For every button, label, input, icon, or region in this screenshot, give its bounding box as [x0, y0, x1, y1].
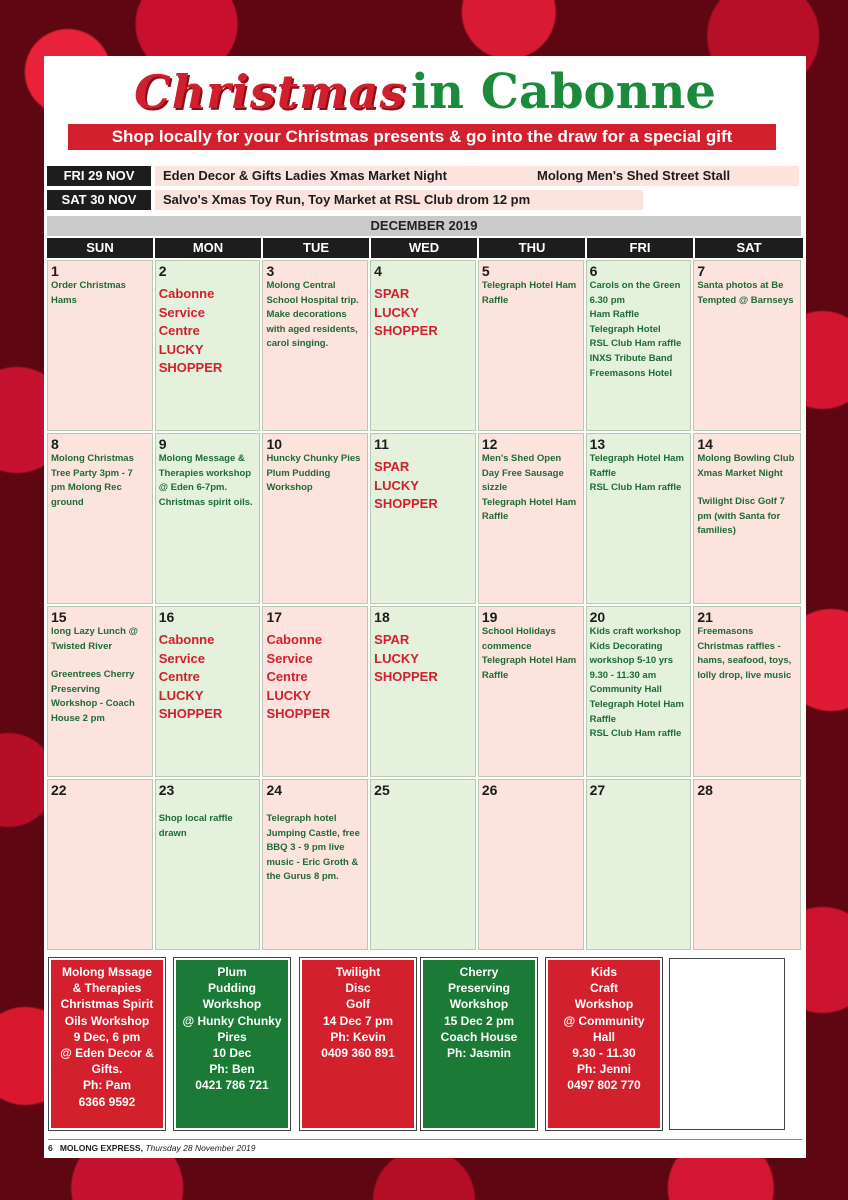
day-event: Molong Message & Therapies workshop @ Eden 6-7pm.: [158, 453, 252, 494]
advert-line: Gifts.: [91, 1062, 123, 1077]
lucky-line: Service: [266, 650, 313, 666]
advert-line: Christmas Spirit: [60, 997, 154, 1012]
advert-box: [300, 958, 416, 1130]
lucky-line: Cabonne: [158, 632, 215, 647]
day-event: RSL Club Ham raffle: [589, 728, 682, 740]
event-item: Eden Decor & Gifts Ladies Xmas Market Night: [155, 166, 533, 186]
day-event: Molong Christmas Tree Party 3pm - 7 pm Molong Rec ground: [51, 453, 134, 508]
lucky-line: Service: [158, 650, 205, 666]
lucky-line: LUCKY: [266, 687, 312, 703]
lucky-line: Centre: [158, 669, 200, 684]
lucky-line: SHOPPER: [374, 323, 438, 338]
day-event: Santa photos at Be Tempted @ Barnseys: [697, 280, 794, 306]
footer-page-number: 6: [48, 1143, 53, 1153]
advert-line: Hall: [592, 1029, 615, 1044]
event-item: Salvo's Xmas Toy Run, Toy Market at RSL Club drom 12 pm: [155, 190, 643, 210]
day-event: Men's Shed Open Day Free Sausage sizzle: [481, 453, 564, 494]
day-event: Telegraph hotel Jumping Castle, free BBQ 3 - 9 pm live music - Eric Groth & the Gurus 8 pm.: [266, 813, 360, 883]
day-event: Greentrees Cherry Preserving Workshop - Coach House 2 pm: [51, 669, 135, 724]
day-event: Carols on the Green 6.30 pm: [589, 280, 681, 306]
lucky-line: LUCKY: [374, 477, 419, 493]
day-event: Christmas spirit oils.: [158, 496, 253, 508]
lucky-line: SHOPPER: [374, 669, 438, 684]
day-event: long Lazy Lunch @ Twisted River: [51, 626, 138, 652]
day-cell-13: [586, 433, 692, 604]
day-cell-25: [370, 779, 476, 950]
day-event: Twilight Disc Golf 7 pm (with Santa for families): [697, 496, 785, 537]
advert-line: Oils Workshop: [64, 1013, 150, 1028]
day-event: Order Christmas Hams: [51, 280, 126, 306]
advert-line: 0497 802 770: [567, 1078, 641, 1093]
day-cell-20: [586, 606, 692, 777]
lucky-line: SHOPPER: [158, 360, 223, 375]
day-cell-19: [478, 606, 584, 777]
day-cell-18: [370, 606, 476, 777]
lucky-line: SPAR: [374, 286, 410, 301]
lucky-shopper-label: [266, 631, 364, 724]
day-number: 23: [158, 782, 175, 798]
day-cell-15: [47, 606, 153, 777]
day-number: 10: [266, 436, 283, 452]
day-event: [51, 654, 149, 668]
page-footer: [48, 1139, 802, 1153]
advert-line: Ph: Pam: [82, 1078, 131, 1093]
weekday-tue: TUE: [263, 238, 369, 258]
weekday-mon: MON: [155, 238, 261, 258]
day-event: [266, 798, 364, 812]
calendar-weeks: [47, 260, 801, 950]
lucky-line: LUCKY: [158, 687, 204, 703]
advert-box: [49, 958, 165, 1130]
advert-line: Ph: Kevin: [330, 1029, 386, 1044]
day-number: 1: [51, 263, 59, 279]
day-event: INXS Tribute Band: [589, 352, 673, 364]
day-cell-22: [47, 779, 153, 950]
lucky-line: Cabonne: [266, 632, 323, 647]
day-event: Shop local raffle drawn: [158, 813, 233, 839]
advert-line: 9.30 - 11.30: [572, 1046, 636, 1061]
advert-line: Twilight: [335, 965, 381, 979]
advert-line: 0421 786 721: [195, 1078, 269, 1093]
advert-line: Pudding: [208, 981, 256, 996]
day-event: [159, 798, 257, 812]
day-number: 2: [158, 263, 167, 279]
day-cell-7: [693, 260, 801, 431]
day-number: 18: [374, 609, 390, 625]
day-number: 4: [374, 263, 382, 279]
weekday-header-row: [47, 238, 801, 258]
advert-line: 14 Dec 7 pm: [322, 1013, 394, 1028]
day-event: Telegraph Hotel Ham Raffle: [589, 453, 684, 479]
day-event: Molong Central School Hospital trip. Make decorations with aged residents, carol singing.: [266, 280, 359, 350]
day-number: 15: [51, 609, 67, 625]
weekday-fri: FRI: [587, 238, 693, 258]
day-cell-21: [693, 606, 801, 777]
day-cell-14: [693, 433, 801, 604]
day-number: 13: [589, 436, 606, 452]
lucky-shopper-label: [159, 285, 257, 378]
footer-paper-name: MOLONG EXPRESS,: [59, 1143, 143, 1153]
lucky-line: Centre: [158, 323, 200, 338]
day-number: 5: [481, 263, 490, 279]
day-event: Telegraph Hotel Ham Raffle: [481, 655, 577, 681]
day-cell-16: [155, 606, 261, 777]
day-number: 17: [266, 609, 283, 625]
day-event: Huncky Chunky Pies Plum Pudding Workshop: [266, 453, 361, 494]
day-number: 8: [51, 436, 59, 452]
advert-line: @ Community: [563, 1013, 645, 1028]
weekday-sun: SUN: [47, 238, 153, 258]
lucky-line: LUCKY: [374, 304, 419, 320]
day-cell-17: [262, 606, 368, 777]
day-cell-23: [155, 779, 261, 950]
lucky-line: SPAR: [374, 632, 410, 647]
lucky-shopper-label: [374, 458, 472, 514]
day-number: 26: [481, 782, 498, 798]
lucky-line: SHOPPER: [158, 706, 223, 721]
day-cell-1: [47, 260, 153, 431]
day-event: Telegraph Hotel Ham Raffle: [589, 698, 684, 725]
day-event: [697, 481, 797, 495]
advert-line: Cherry: [459, 965, 499, 979]
lucky-line: Centre: [266, 669, 308, 684]
advert-line: Workshop: [449, 997, 509, 1012]
calendar-week: [47, 433, 801, 604]
advert-line: 6366 9592: [78, 1094, 136, 1109]
lucky-shopper-label: [374, 285, 472, 341]
lucky-shopper-label: [374, 631, 472, 687]
day-cell-12: [478, 433, 584, 604]
advert-line: 10 Dec: [212, 1046, 252, 1061]
advert-line: Craft: [589, 981, 618, 996]
day-cell-8: [47, 433, 153, 604]
day-event: Molong Bowling Club Xmas Market Night: [697, 453, 795, 479]
advert-line: Disc: [345, 981, 371, 996]
advert-line: 0409 360 891: [321, 1046, 395, 1061]
day-cell-2: [155, 260, 261, 431]
day-event: Kids Decorating workshop 5-10 yrs 9.30 - 11.30 am Community Hall: [589, 640, 674, 696]
day-cell-3: [262, 260, 368, 431]
day-cell-11: [370, 433, 476, 604]
calendar: [47, 216, 801, 950]
lucky-line: SHOPPER: [266, 706, 331, 721]
day-number: 7: [697, 263, 706, 279]
day-number: 9: [158, 436, 167, 452]
advert-line: Kids: [590, 965, 617, 979]
day-cell-6: [586, 260, 692, 431]
day-event: Freemasons Hotel: [589, 367, 672, 379]
day-cell-24: [262, 779, 368, 950]
advert-line: 9 Dec, 6 pm: [73, 1029, 141, 1044]
advert-strip: [49, 958, 803, 1130]
day-number: 25: [374, 782, 390, 798]
advert-line: @ Hunky Chunky: [182, 1013, 282, 1028]
calendar-week: [47, 260, 801, 431]
day-event: RSL Club Ham raffle: [589, 482, 682, 494]
day-number: 21: [697, 609, 713, 625]
day-number: 24: [266, 782, 283, 798]
calendar-week: [47, 606, 801, 777]
lucky-line: Service: [158, 304, 205, 320]
day-number: 20: [589, 609, 606, 625]
calendar-month: DECEMBER 2019: [47, 216, 801, 236]
advert-line: Coach House: [440, 1029, 518, 1044]
day-number: 16: [158, 609, 175, 625]
weekday-thu: THU: [479, 238, 585, 258]
advert-box: [546, 958, 662, 1130]
day-number: 3: [266, 263, 275, 279]
day-number: 11: [374, 436, 389, 452]
advert-line: Ph: Ben: [209, 1062, 255, 1077]
day-number: 22: [51, 782, 67, 798]
lucky-line: SPAR: [374, 459, 410, 474]
day-event: Freemasons Christmas raffles - hams, seafood, toys, lolly drop, live music: [697, 626, 792, 681]
page-title: [44, 64, 806, 124]
calendar-week: [47, 779, 801, 950]
footer-date: Thursday 28 November 2019: [145, 1143, 256, 1153]
advert-line: & Therapies: [72, 981, 142, 996]
advert-line: Pires: [217, 1029, 247, 1044]
lucky-shopper-label: [159, 631, 257, 724]
day-number: 6: [589, 263, 598, 279]
advert-box: [421, 958, 537, 1130]
advert-line: Workshop: [574, 997, 634, 1012]
day-cell-5: [478, 260, 584, 431]
day-event: RSL Club Ham raffle: [589, 338, 682, 350]
day-cell-27: [586, 779, 692, 950]
advert-line: @ Eden Decor &: [60, 1046, 154, 1061]
day-cell-26: [478, 779, 584, 950]
advert-line: Ph: Jenni: [576, 1062, 631, 1077]
lucky-line: SHOPPER: [374, 496, 438, 511]
event-date: SAT 30 NOV: [47, 190, 151, 210]
subtitle-banner: Shop locally for your Christmas presents & go into the draw for a special gift: [68, 124, 776, 150]
day-event: Telegraph Hotel Ham Raffle: [481, 496, 577, 523]
advert-line: Molong Mssage: [61, 965, 152, 979]
day-cell-4: [370, 260, 476, 431]
advert-line: Ph: Jasmin: [446, 1046, 512, 1061]
event-item: Molong Men's Shed Street Stall: [529, 166, 799, 186]
advert-line: 15 Dec 2 pm: [443, 1013, 515, 1028]
advert-line: Preserving: [447, 981, 511, 996]
advert-line: Workshop: [202, 997, 262, 1012]
event-date: FRI 29 NOV: [47, 166, 151, 186]
advert-blank: [669, 958, 785, 1130]
day-event: Ham Raffle: [589, 309, 640, 321]
day-event: Telegraph Hotel Ham Raffle: [481, 280, 577, 306]
lucky-line: LUCKY: [374, 650, 419, 666]
title-in-cabonne: in Cabonne: [410, 64, 716, 120]
day-event: Telegraph Hotel: [589, 323, 661, 335]
weekday-wed: WED: [371, 238, 477, 258]
day-number: 14: [697, 436, 713, 452]
day-number: 27: [589, 782, 606, 798]
weekday-sat: SAT: [695, 238, 803, 258]
newspaper-page: [44, 56, 806, 1158]
day-cell-9: [155, 433, 261, 604]
title-christmas: Christmas: [134, 65, 407, 119]
day-cell-28: [693, 779, 801, 950]
day-number: 19: [481, 609, 498, 625]
day-cell-10: [262, 433, 368, 604]
lucky-line: LUCKY: [158, 341, 204, 357]
day-event: Kids craft workshop: [589, 626, 681, 637]
day-event: School Holidays commence: [481, 626, 556, 652]
day-number: 28: [697, 782, 713, 798]
lucky-line: Cabonne: [158, 286, 215, 301]
advert-box: [174, 958, 290, 1130]
day-number: 12: [481, 436, 498, 452]
advert-line: Golf: [346, 997, 370, 1012]
advert-line: Plum: [217, 965, 247, 979]
